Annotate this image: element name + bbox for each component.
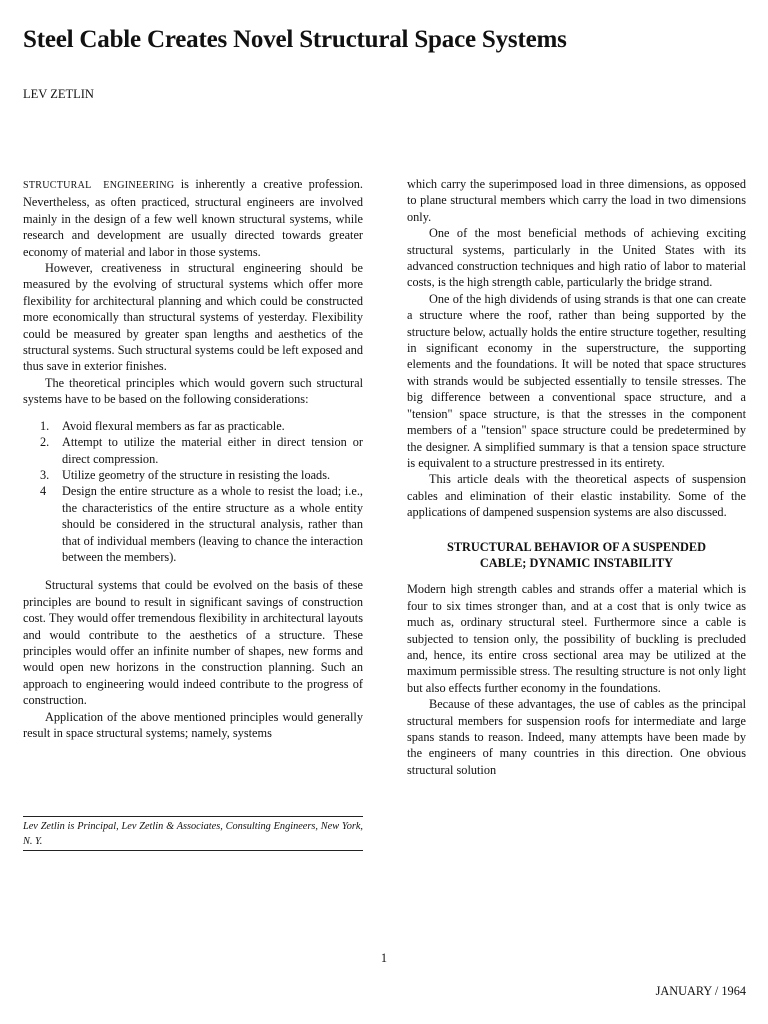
list-item bbox=[23, 483, 363, 565]
section-heading-line: CABLE; DYNAMIC INSTABILITY bbox=[479, 555, 674, 570]
author-footnote: Lev Zetlin is Principal, Lev Zetlin & Associates, Consulting Engineers, New York, N. Y. bbox=[23, 821, 363, 847]
body-paragraph: Structural systems that could be evolved on the basis of these principles are bound to result in significant savings of construction cost. They would offer tremendous flexibility in architectural layouts and would contribute to the aesthetics of a structure. These principles would offer an infinite number of shapes, new forms and would open new horizons in the construction planning. Such an approach to engineering would indeed contribute to the progress of construction. bbox=[23, 578, 363, 708]
principles-list bbox=[23, 418, 363, 566]
list-item-text: Attempt to utilize the material either in direct tension or direct compression. bbox=[62, 435, 363, 466]
intro-paragraph bbox=[23, 176, 363, 260]
body-paragraph: One of the high dividends of using strands is that one can create a structure where the roof, rather than being supported by the structure below, actually holds the entire structure together, resulting in significant economy in the superstructure, the supporting elements and the foundations. It will be noted that space structures with strands would be subjected essentially to tensile stresses. The big difference between a conventional space structure, and a "tension" space structure, is that the stresses in the component members of a "tension" space structure could be predetermined by the designer. A simplified summary is that a tension space structure is equivalent to a structure prestressed in its entirety. bbox=[407, 291, 746, 470]
body-paragraph: Because of these advantages, the use of cables as the principal structural members for suspension roofs for intermediate and large spans stands to reason. Indeed, many attempts have been made by the engineers of many countries in this direction. One obvious structural solution bbox=[407, 697, 746, 777]
page-number: 1 bbox=[380, 951, 388, 965]
list-item-text: Design the entire structure as a whole to resist the load; i.e., the characteristics of the entire structure as a whole entity should be considered in the structural analysis, rather than that of individual members (leaving to chance the interaction between the members). bbox=[62, 484, 363, 564]
body-paragraph: Application of the above mentioned principles would generally result in space structural systems; namely, systems bbox=[23, 709, 363, 740]
list-number: 3. bbox=[40, 467, 50, 482]
body-paragraph: However, creativeness in structural engineering should be measured by the evolving of structural systems which offer more flexibility for architectural planning and which could be constructed more economically than structural systems of yesterday. Flexibility could be measured by greater span lengths and aesthetics of the structural systems. Such structural systems could be left exposed and thus save in exterior finishes. bbox=[23, 261, 363, 374]
issue-date: JANUARY / 1964 bbox=[655, 984, 746, 998]
body-paragraph: One of the most beneficial methods of achieving exciting structural systems, particularly in the United States with its advanced construction techniques and high ratio of labor to material costs, is the high strength cable, particularly the bridge strand. bbox=[407, 226, 746, 290]
list-item bbox=[23, 467, 363, 483]
section-heading bbox=[407, 539, 746, 572]
list-item-text: Avoid flexural members as far as practicable. bbox=[62, 418, 285, 433]
footnote-rule-top bbox=[23, 816, 363, 817]
left-column bbox=[23, 176, 363, 741]
body-paragraph: which carry the superimposed load in three dimensions, as opposed to plane structural members which carry the load in two dimensions only. bbox=[407, 177, 746, 224]
list-number: 1. bbox=[40, 418, 50, 433]
list-item bbox=[23, 418, 363, 434]
section-heading-line: STRUCTURAL BEHAVIOR OF A SUSPENDED bbox=[447, 539, 706, 554]
list-number: 2. bbox=[40, 435, 50, 450]
list-item-text: Utilize geometry of the structure in resisting the loads. bbox=[62, 467, 331, 482]
list-item bbox=[23, 434, 363, 467]
author-name: LEV ZETLIN bbox=[23, 87, 94, 101]
body-paragraph: This article deals with the theoretical aspects of suspension cables and elimination of their elastic instability. Some of the applications of dampened suspension systems are also discussed. bbox=[407, 472, 746, 520]
footnote-rule-bottom bbox=[23, 850, 363, 851]
body-paragraph: Modern high strength cables and strands offer a material which is four to six times stronger than, and at a cost that is only twice as much as, ordinary structural steel. Furthermore since a cable is subjected to tension only, the possibility of buckling is precluded and, hence, its entire cross sectional area may be utilized at the maximum permissible stress. The resulting structure is not only light but also effects further economy in the foundations. bbox=[407, 582, 746, 695]
body-paragraph: The theoretical principles which would govern such structural systems have to be based on the following considerations: bbox=[23, 375, 363, 407]
lead-in-text: STRUCTURAL ENGINEERING bbox=[23, 180, 175, 191]
right-column bbox=[407, 176, 746, 778]
intro-paragraph-text: is inherently a creative profession. Nevertheless, as often practiced, structural engineers are involved mainly in the design of a few well known structural systems, while research and development are usually directed towards greater economy of material and labor in those systems. bbox=[23, 177, 363, 259]
article-title: Steel Cable Creates Novel Structural Space Systems bbox=[23, 26, 567, 53]
list-number: 4 bbox=[40, 484, 47, 499]
